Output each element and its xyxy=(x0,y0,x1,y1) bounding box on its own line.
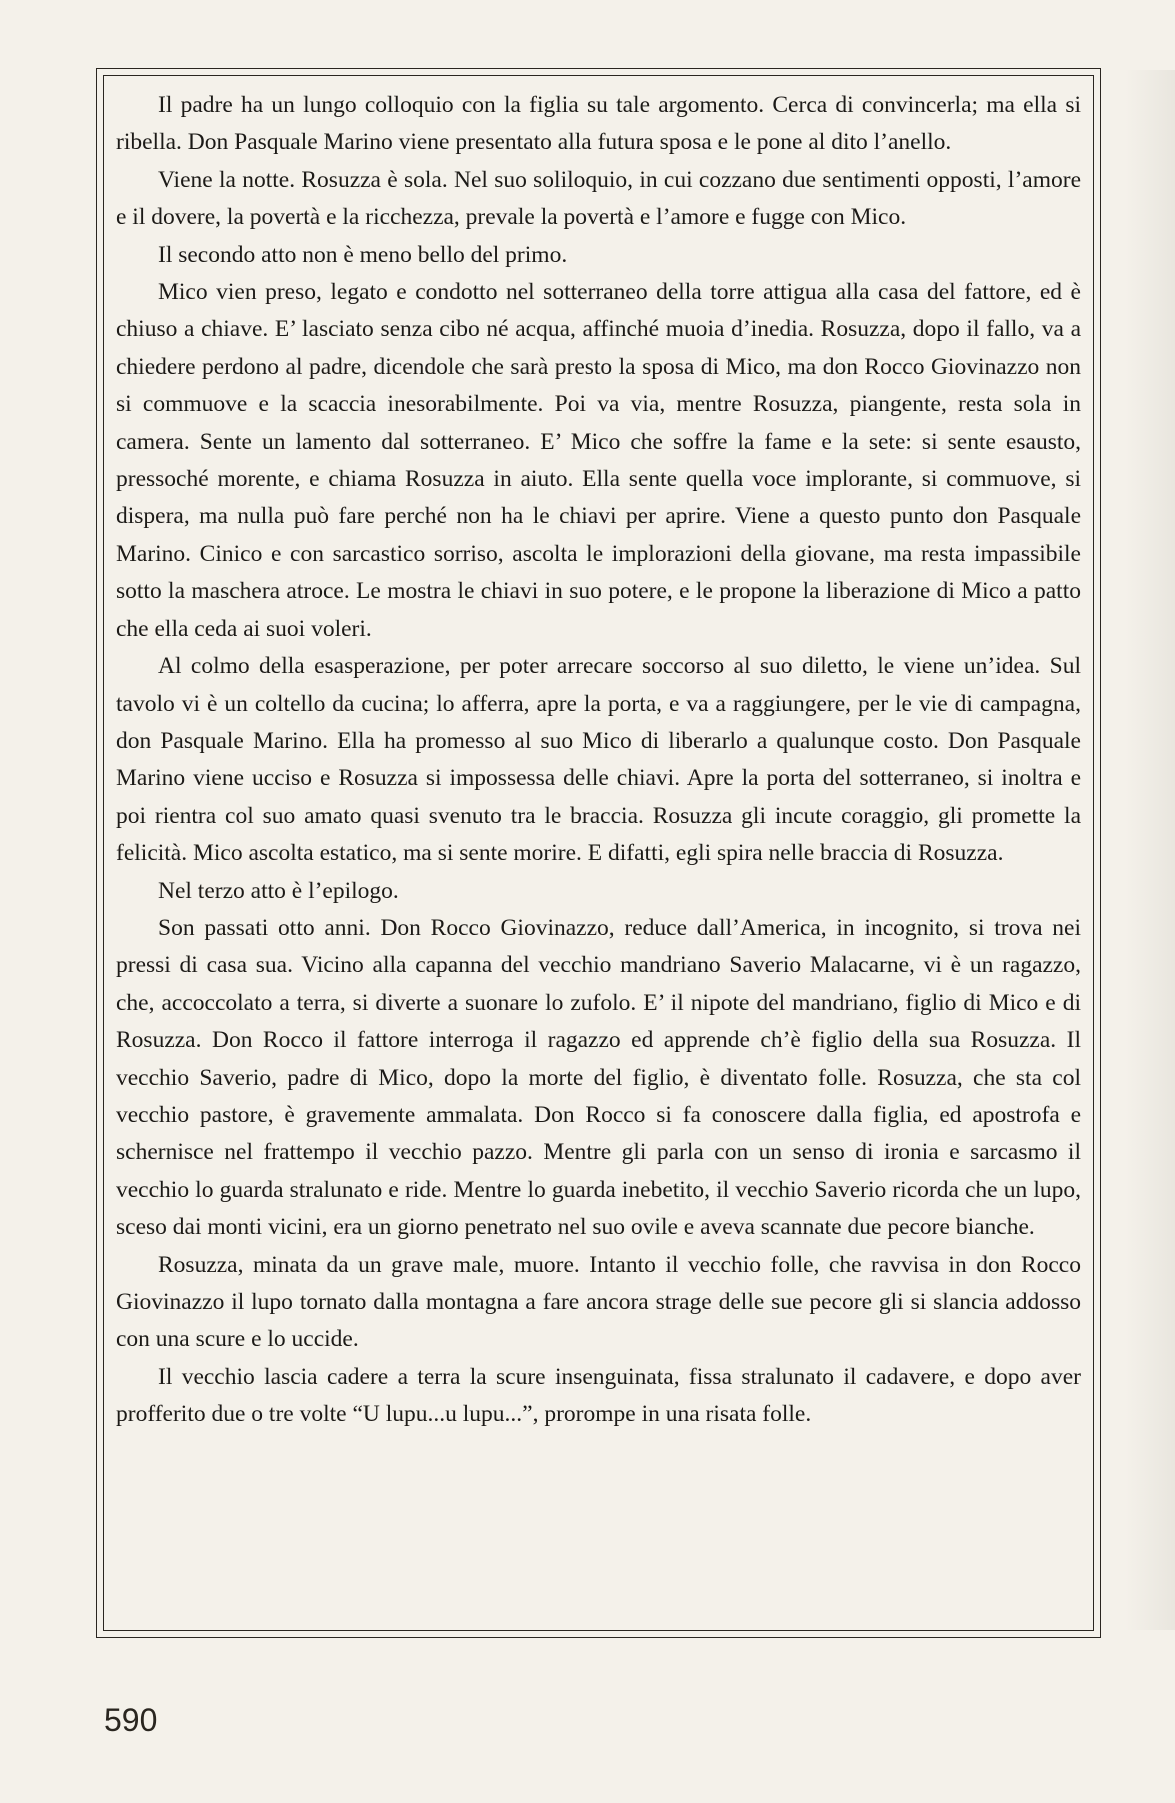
paragraph-3: Il secondo atto non è meno bello del primo. xyxy=(158,241,568,268)
paragraph-7: Son passati otto anni. Don Rocco Giovinazzo, reduce dall’America, in incognito, si trova nei pressi di casa sua. Vicino alla capanna del vecchio mandriano Saverio Malacarne, vi è un ragazzo, che, accoccolato a terra, si diverte a suonare lo zufolo. E’ il nipote del mandriano, figlio di Mico e di Rosuzza. Don Rocco il fattore interroga il ragazzo ed apprende ch’è figlio della sua Rosuzza. Il vecchio Saverio, padre di Mico, dopo la morte del figlio, è diventato folle. Rosuzza, che sta col vecchio pastore, è gravemente ammalata. Don Rocco si fa conoscere dalla figlia, ed apostrofa e schernisce nel frattempo il vecchio pazzo. Mentre gli parla con un senso di ironia e sarcasmo il vecchio lo guarda stralunato e ride. Mentre lo guarda inebetito, il vecchio Saverio ricorda che un lupo, sceso dai monti vicini, era un giorno penetrato nel suo ovile e aveva scannate due pecore bianche. xyxy=(116,914,1081,1241)
text-frame xyxy=(96,68,1101,1638)
paragraph-5: Al colmo della esasperazione, per poter arrecare soccorso al suo diletto, le viene un’idea. Sul tavolo vi è un coltello da cucina; lo afferra, apre la porta, e va a raggiungere, per le vie di campagna, don Pasquale Marino. Ella ha promesso al suo Mico di liberarlo a qualunque costo. Don Pasquale Marino viene ucciso e Rosuzza si impossessa delle chiavi. Apre la porta del sotterraneo, si inoltra e poi rientra col suo amato quasi svenuto tra le braccia. Rosuzza gli incute coraggio, gli promette la felicità. Mico ascolta estatico, ma si sente morire. E difatti, egli spira nelle braccia di Rosuzza. xyxy=(116,653,1081,867)
paragraph-9: Il vecchio lascia cadere a terra la scure insenguinata, fissa stralunato il cadavere, e dopo aver profferito due o tre volte “U lupu...u lupu...”, prorompe in una risata folle. xyxy=(116,1363,1081,1428)
paragraph-4: Mico vien preso, legato e condotto nel sotterraneo della torre attigua alla casa del fattore, ed è chiuso a chiave. E’ lasciato senza cibo né acqua, affinché muoia d’inedia. Rosuzza, dopo il fallo, va a chiedere perdono al padre, dicendole che sarà presto la sposa di Mico, ma don Rocco Giovinazzo non si commuove e la scaccia inesorabilmente. Poi va via, mentre Rosuzza, piangente, resta sola in camera. Sente un lamento dal sotterraneo. E’ Mico che soffre la fame e la sete: si sente esausto, pressoché morente, e chiama Rosuzza in aiuto. Ella sente quella voce implorante, si commuove, si dispera, ma nulla può fare perché non ha le chiavi per aprire. Viene a questo punto don Pasquale Marino. Cinico e con sarcastico sorriso, ascolta le implorazioni della giovane, ma resta impassibile sotto la maschera atroce. Le mostra le chiavi in suo potere, e le propone la liberazione di Mico a patto che ella ceda ai suoi voleri. xyxy=(116,279,1081,642)
page-edge-shadow xyxy=(1125,70,1175,1630)
page-number: 590 xyxy=(104,1702,158,1738)
paragraph-2: Viene la notte. Rosuzza è sola. Nel suo soliloquio, in cui cozzano due sentimenti opposti, l’amore e il dovere, la povertà e la ricchezza, prevale la povertà e l’amore e fugge con Mico. xyxy=(116,166,1081,231)
paragraph-6: Nel terzo atto è l’epilogo. xyxy=(158,877,399,904)
paragraph-8: Rosuzza, minata da un grave male, muore. Intanto il vecchio folle, che ravvisa in don Rocco Giovinazzo il lupo tornato dalla montagna a fare ancora strage delle sue pecore gli si slancia addosso con una scure e lo uccide. xyxy=(116,1251,1081,1353)
paragraph-1: Il padre ha un lungo colloquio con la figlia su tale argomento. Cerca di convincerla; ma ella si ribella. Don Pasquale Marino viene presentato alla futura sposa e le pone al dito l’anello. xyxy=(116,92,1081,156)
body-text xyxy=(116,87,1081,1434)
inner-text-frame xyxy=(103,75,1094,1631)
